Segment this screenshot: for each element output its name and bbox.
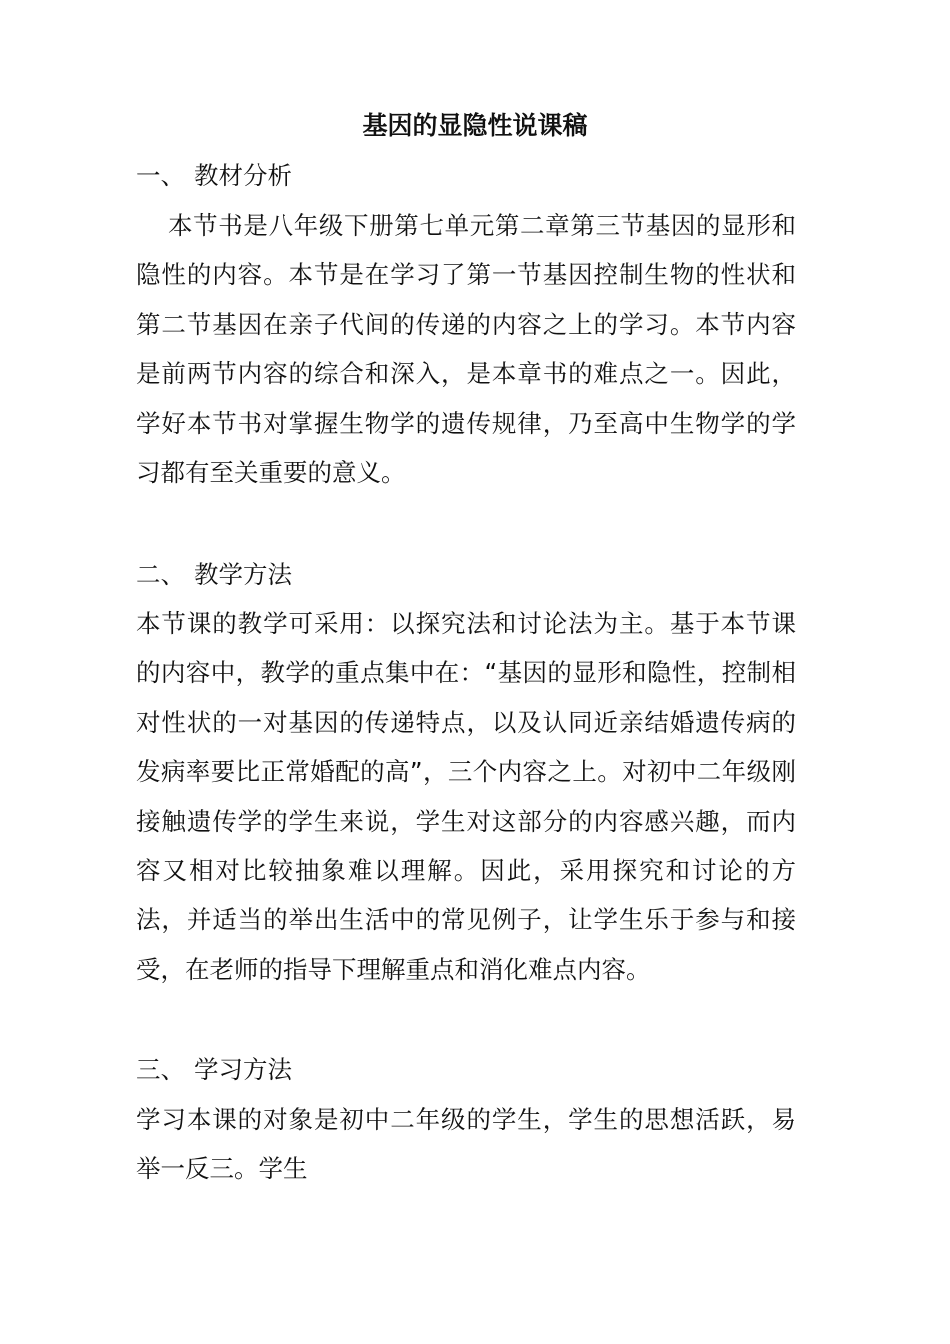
section-heading-3	[136, 1052, 796, 1088]
section-title-3: 学习方法	[194, 1055, 292, 1084]
section-title-2: 教学方法	[194, 560, 292, 589]
section-body-3: 学习本课的对象是初中二年级的学生，学生的思想活跃，易举一反三。学生	[136, 1105, 796, 1184]
section-body-2: 本节课的教学可采用：以探究法和讨论法为主。基于本节课的内容中，教学的重点集中在：“基因的显形和隐性，控制相对性状的一对基因的传递特点，以及认同近亲结婚遗传病的发病率要比正常婚配的高”，三个内容之上。对初中二年级刚接触遗传学的学生来说，学生对这部分的内容感兴趣，而内容又相对比较抽象难以理解。因此，采用探究和讨论的方法，并适当的举出生活中的常见例子，让学生乐于参与和接受，在老师的指导下理解重点和消化难点内容。	[136, 609, 796, 984]
page-title: 基因的显隐性说课稿	[362, 111, 588, 140]
section-heading-2	[136, 557, 796, 593]
section-number-3: 三、	[136, 1055, 185, 1084]
section-body-1: 本节书是八年级下册第七单元第二章第三节基因的显形和隐性的内容。本节是在学习了第一节基因控制生物的性状和第二节基因在亲子代间的传递的内容之上的学习。本节内容是前两节内容的综合和深入，是本章书的难点之一。因此，学好本节书对掌握生物学的遗传规律，乃至高中生物学的学习都有至关重要的意义。	[136, 211, 796, 488]
section-heading-1	[136, 158, 796, 194]
section-number-1: 一、	[136, 161, 185, 190]
section-title-1: 教材分析	[194, 161, 292, 190]
section-number-2: 二、	[136, 560, 185, 589]
